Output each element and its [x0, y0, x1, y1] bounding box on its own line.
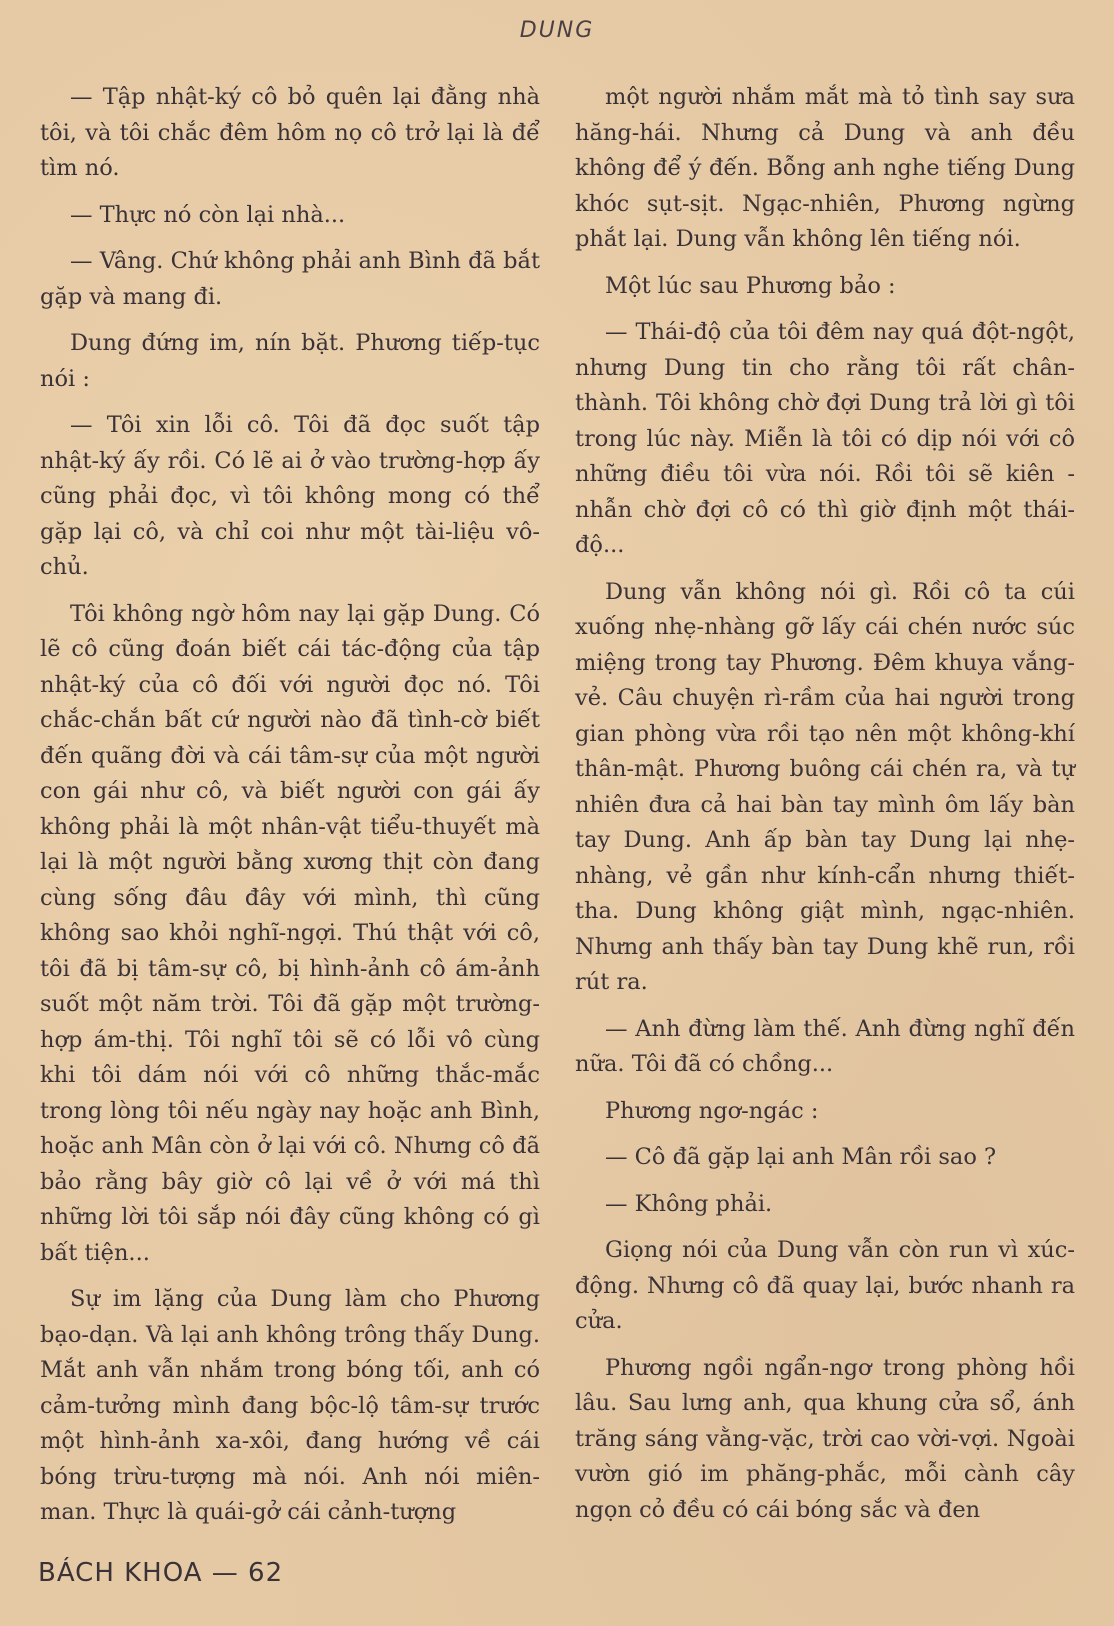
paragraph: một người nhắm mắt mà tỏ tình say sưa hăng-hái. Nhưng cả Dung và anh đều không để ý đến. Bỗng anh nghe tiếng Dung khóc sụt-sịt. Ngạc-nhiên, Phương ngừng phắt lại. Dung vẫn không lên tiếng nói.: [575, 84, 1075, 252]
paragraph: Dung vẫn không nói gì. Rồi cô ta cúi xuống nhẹ-nhàng gỡ lấy cái chén nước súc miệng trong tay Phương. Đêm khuya vắng-vẻ. Câu chuyện rì-rầm của hai người trong gian phòng vừa rồi tạo nên một không-khí thân-mật. Phương buông cái chén ra, và tự nhiên đưa cả hai bàn tay mình ôm lấy bàn tay Dung. Anh ấp bàn tay Dung lại nhẹ-nhàng, vẻ gần như kính-cẩn nhưng thiết-tha. Dung không giật mình, ngạc-nhiên. Nhưng anh thấy bàn tay Dung khẽ run, rồi rút ra.: [575, 578, 1075, 995]
paragraph: — Vâng. Chứ không phải anh Bình đã bắt gặp và mang đi.: [40, 248, 540, 310]
paragraph: Phương ngồi ngẩn-ngơ trong phòng hồi lâu. Sau lưng anh, qua khung cửa sổ, ánh trăng sáng vằng-vặc, trời cao vời-vợi. Ngoài vườn gió im phăng-phắc, mỗi cành cây ngọn cỏ đều có cái bóng sắc và đen: [575, 1354, 1075, 1523]
paragraph: — Thái-độ của tôi đêm nay quá đột-ngột, nhưng Dung tin cho rằng tôi rất chân-thành. Tôi không chờ đợi Dung trả lời gì tôi trong lúc này. Miễn là tôi có dịp nói với cô những điều tôi vừa nói. Rồi tôi sẽ kiên - nhẫn chờ đợi cô có thì giờ định một thái-độ...: [575, 319, 1075, 558]
paragraph: Dung đứng im, nín bặt. Phương tiếp-tục nói :: [40, 330, 540, 392]
running-header: DUNG: [519, 18, 595, 43]
page-footer: BÁCH KHOA — 62: [38, 1558, 284, 1588]
paragraph: Sự im lặng của Dung làm cho Phương bạo-dạn. Và lại anh không trông thấy Dung. Mắt anh vẫn nhắm trong bóng tối, anh có cảm-tưởng mình đang bộc-lộ tâm-sự trước một hình-ảnh xa-xôi, đang hướng về cái bóng trừu-tượng mà nói. Anh nói miên-man. Thực là quái-gở cái cảnh-tượng: [40, 1286, 540, 1525]
paragraph: — Thực nó còn lại nhà...: [70, 201, 346, 228]
paragraph: — Không phải.: [605, 1190, 773, 1217]
paragraph: Một lúc sau Phương bảo :: [605, 272, 896, 299]
paragraph: — Anh đừng làm thế. Anh đừng nghĩ đến nữa. Tôi đã có chồng...: [575, 1015, 1075, 1077]
paragraph: Tôi không ngờ hôm nay lại gặp Dung. Có lẽ cô cũng đoán biết cái tác-động của tập nhật-ký của cô đối với người đọc nó. Tôi chắc-chắn bất cứ người nào đã tình-cờ biết đến quãng đời và cái tâm-sự của một người con gái như cô, và biết người con gái ấy không phải là một nhân-vật tiểu-thuyết mà lại là một người bằng xương thịt còn đang cùng sống đâu đây với mình, thì cũng không sao khỏi nghĩ-ngợi. Thú thật với cô, tôi đã bị tâm-sự cô, bị hình-ảnh cô ám-ảnh suốt một năm trời. Tôi đã gặp một trường-hợp ám-thị. Tôi nghĩ tôi sẽ có lỗi vô cùng khi tôi dám nói với cô những thắc-mắc trong lòng tôi nếu ngày nay hoặc anh Bình, hoặc anh Mân còn ở lại với cô. Nhưng cô đã bảo rằng bây giờ cô lại về ở với má thì những lời tôi sắp nói đây cũng không có gì bất tiện...: [40, 600, 540, 1266]
left-column: [40, 80, 540, 1542]
paragraph: Giọng nói của Dung vẫn còn run vì xúc-động. Nhưng cô đã quay lại, bước nhanh ra cửa.: [575, 1237, 1075, 1334]
paragraph: Phương ngơ-ngác :: [605, 1097, 819, 1124]
paragraph: — Tôi xin lỗi cô. Tôi đã đọc suốt tập nhật-ký ấy rồi. Có lẽ ai ở vào trường-hợp ấy cũng phải đọc, vì tôi không mong có thể gặp lại cô, và chỉ coi như một tài-liệu vô-chủ.: [40, 412, 540, 580]
paragraph: — Cô đã gặp lại anh Mân rồi sao ?: [605, 1144, 997, 1170]
paragraph: — Tập nhật-ký cô bỏ quên lại đằng nhà tôi, và tôi chắc đêm hôm nọ cô trở lại là để tìm nó.: [40, 84, 540, 181]
right-column: [575, 80, 1075, 1539]
